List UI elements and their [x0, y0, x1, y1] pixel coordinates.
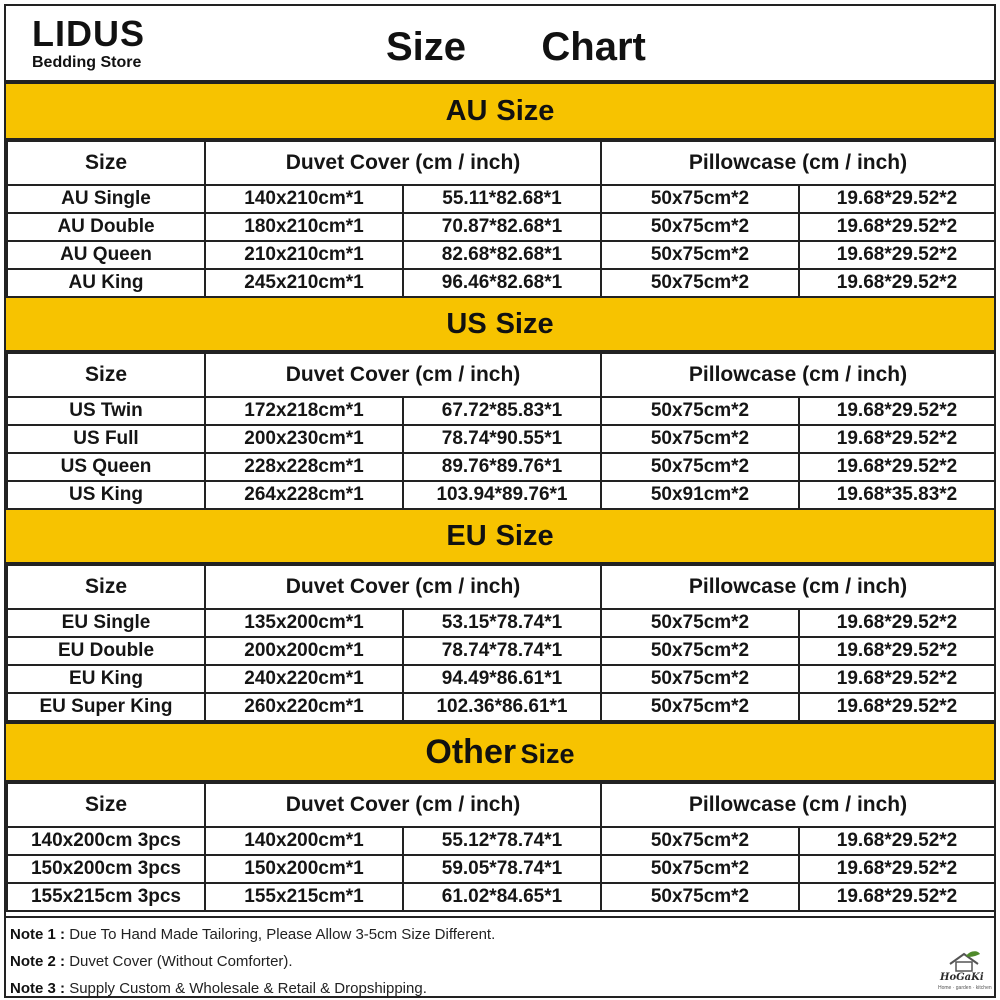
note-text: Supply Custom & Wholesale & Retail & Dropshipping.: [69, 980, 427, 997]
pillow-inch: 19.68*35.83*2: [799, 481, 995, 509]
duvet-inch: 102.36*86.61*1: [403, 693, 601, 721]
size-name: US Twin: [7, 397, 205, 425]
duvet-inch: 67.72*85.83*1: [403, 397, 601, 425]
header-duvet-cover: Duvet Cover (cm / inch): [205, 565, 601, 609]
size-name: AU Queen: [7, 241, 205, 269]
note-text: Duvet Cover (Without Comforter).: [69, 953, 293, 970]
duvet-inch: 78.74*90.55*1: [403, 425, 601, 453]
size-name: US King: [7, 481, 205, 509]
notes: [6, 916, 994, 998]
header-duvet-cover: Duvet Cover (cm / inch): [205, 783, 601, 827]
table-header-row: [7, 353, 995, 397]
size-name: 150x200cm 3pcs: [7, 855, 205, 883]
note-text: Due To Hand Made Tailoring, Please Allow 3-5cm Size Different.: [69, 926, 496, 943]
note-2: [10, 949, 293, 975]
size-name: 155x215cm 3pcs: [7, 883, 205, 911]
pillow-inch: 19.68*29.52*2: [799, 213, 995, 241]
size-table-au: [6, 140, 996, 298]
header-pillowcase: Pillowcase (cm / inch): [601, 783, 995, 827]
duvet-cm: 155x215cm*1: [205, 883, 403, 911]
table-row: [7, 269, 995, 297]
note-label: Note 1 :: [10, 926, 66, 943]
header-size: Size: [7, 141, 205, 185]
header-pillowcase: Pillowcase (cm / inch): [601, 353, 995, 397]
duvet-inch: 103.94*89.76*1: [403, 481, 601, 509]
table-header-row: [7, 141, 995, 185]
duvet-cm: 140x210cm*1: [205, 185, 403, 213]
pillow-cm: 50x75cm*2: [601, 827, 799, 855]
pillow-inch: 19.68*29.52*2: [799, 269, 995, 297]
pillow-inch: 19.68*29.52*2: [799, 883, 995, 911]
duvet-inch: 78.74*78.74*1: [403, 637, 601, 665]
header-size: Size: [7, 353, 205, 397]
duvet-cm: 264x228cm*1: [205, 481, 403, 509]
pillow-cm: 50x75cm*2: [601, 185, 799, 213]
duvet-cm: 172x218cm*1: [205, 397, 403, 425]
duvet-cm: 200x230cm*1: [205, 425, 403, 453]
duvet-cm: 135x200cm*1: [205, 609, 403, 637]
header-pillowcase: Pillowcase (cm / inch): [601, 141, 995, 185]
size-name: US Queen: [7, 453, 205, 481]
pillow-inch: 19.68*29.52*2: [799, 665, 995, 693]
pillow-cm: 50x91cm*2: [601, 481, 799, 509]
section-title-minor: Size: [495, 520, 554, 552]
duvet-inch: 59.05*78.74*1: [403, 855, 601, 883]
section-band-us: [6, 296, 994, 352]
size-name: AU King: [7, 269, 205, 297]
size-table-us: [6, 352, 996, 510]
header-size: Size: [7, 783, 205, 827]
duvet-cm: 260x220cm*1: [205, 693, 403, 721]
duvet-cm: 210x210cm*1: [205, 241, 403, 269]
pillow-cm: 50x75cm*2: [601, 213, 799, 241]
table-header-row: [7, 565, 995, 609]
watermark-tagline: Home · garden · kitchen: [938, 985, 992, 991]
note-label: Note 2 :: [10, 953, 66, 970]
size-name: EU Double: [7, 637, 205, 665]
pillow-inch: 19.68*29.52*2: [799, 453, 995, 481]
brand-name: LIDUS: [32, 13, 145, 54]
note-1: [10, 922, 495, 948]
header-pillowcase: Pillowcase (cm / inch): [601, 565, 995, 609]
table-row: [7, 665, 995, 693]
duvet-cm: 180x210cm*1: [205, 213, 403, 241]
pillow-inch: 19.68*29.52*2: [799, 185, 995, 213]
size-table-eu: [6, 564, 996, 722]
pillow-cm: 50x75cm*2: [601, 637, 799, 665]
header-duvet-cover: Duvet Cover (cm / inch): [205, 141, 601, 185]
watermark-name: HoGaKi: [940, 972, 984, 983]
size-name: EU King: [7, 665, 205, 693]
section-title-major: Other: [425, 733, 517, 771]
pillow-inch: 19.68*29.52*2: [799, 397, 995, 425]
pillow-cm: 50x75cm*2: [601, 397, 799, 425]
pillow-cm: 50x75cm*2: [601, 453, 799, 481]
pillow-inch: 19.68*29.52*2: [799, 637, 995, 665]
duvet-inch: 96.46*82.68*1: [403, 269, 601, 297]
section-title-major: US: [446, 308, 487, 340]
pillow-cm: 50x75cm*2: [601, 883, 799, 911]
pillow-inch: 19.68*29.52*2: [799, 425, 995, 453]
table-row: [7, 185, 995, 213]
table-row: [7, 883, 995, 911]
duvet-cm: 228x228cm*1: [205, 453, 403, 481]
section-title-minor: Size: [495, 308, 554, 340]
duvet-inch: 55.11*82.68*1: [403, 185, 601, 213]
duvet-inch: 82.68*82.68*1: [403, 241, 601, 269]
duvet-cm: 150x200cm*1: [205, 855, 403, 883]
table-row: [7, 637, 995, 665]
size-chart: [4, 4, 996, 998]
size-name: US Full: [7, 425, 205, 453]
pillow-cm: 50x75cm*2: [601, 609, 799, 637]
size-name: AU Double: [7, 213, 205, 241]
watermark-logo: [936, 950, 992, 996]
duvet-cm: 140x200cm*1: [205, 827, 403, 855]
size-name: EU Single: [7, 609, 205, 637]
section-band-other: [6, 722, 994, 782]
pillow-inch: 19.68*29.52*2: [799, 693, 995, 721]
duvet-inch: 89.76*89.76*1: [403, 453, 601, 481]
duvet-cm: 245x210cm*1: [205, 269, 403, 297]
table-row: [7, 481, 995, 509]
header-duvet-cover: Duvet Cover (cm / inch): [205, 353, 601, 397]
table-row: [7, 213, 995, 241]
pillow-cm: 50x75cm*2: [601, 269, 799, 297]
pillow-cm: 50x75cm*2: [601, 665, 799, 693]
duvet-inch: 70.87*82.68*1: [403, 213, 601, 241]
size-name: AU Single: [7, 185, 205, 213]
table-header-row: [7, 783, 995, 827]
header-size: Size: [7, 565, 205, 609]
duvet-inch: 53.15*78.74*1: [403, 609, 601, 637]
note-label: Note 3 :: [10, 980, 66, 997]
pillow-cm: 50x75cm*2: [601, 241, 799, 269]
table-row: [7, 693, 995, 721]
table-row: [7, 855, 995, 883]
section-title-major: AU: [445, 95, 488, 127]
section-title-minor: Size: [520, 739, 575, 769]
table-row: [7, 425, 995, 453]
duvet-inch: 61.02*84.65*1: [403, 883, 601, 911]
pillow-inch: 19.68*29.52*2: [799, 827, 995, 855]
table-row: [7, 609, 995, 637]
pillow-inch: 19.68*29.52*2: [799, 241, 995, 269]
size-name: 140x200cm 3pcs: [7, 827, 205, 855]
table-row: [7, 453, 995, 481]
note-3: [10, 976, 427, 998]
duvet-cm: 200x200cm*1: [205, 637, 403, 665]
pillow-inch: 19.68*29.52*2: [799, 855, 995, 883]
pillow-inch: 19.68*29.52*2: [799, 609, 995, 637]
section-title-major: EU: [446, 520, 487, 552]
pillow-cm: 50x75cm*2: [601, 855, 799, 883]
size-table-other: [6, 782, 996, 912]
section-title-minor: Size: [496, 95, 555, 127]
header: [6, 6, 994, 82]
section-band-au: [6, 82, 994, 140]
brand-subtitle: Bedding Store: [32, 54, 142, 71]
section-band-eu: [6, 508, 994, 564]
duvet-inch: 94.49*86.61*1: [403, 665, 601, 693]
size-name: EU Super King: [7, 693, 205, 721]
duvet-cm: 240x220cm*1: [205, 665, 403, 693]
duvet-inch: 55.12*78.74*1: [403, 827, 601, 855]
pillow-cm: 50x75cm*2: [601, 425, 799, 453]
table-row: [7, 397, 995, 425]
house-leaf-icon: [944, 950, 984, 972]
pillow-cm: 50x75cm*2: [601, 693, 799, 721]
page-title: Size Chart: [386, 25, 646, 69]
table-row: [7, 827, 995, 855]
table-row: [7, 241, 995, 269]
